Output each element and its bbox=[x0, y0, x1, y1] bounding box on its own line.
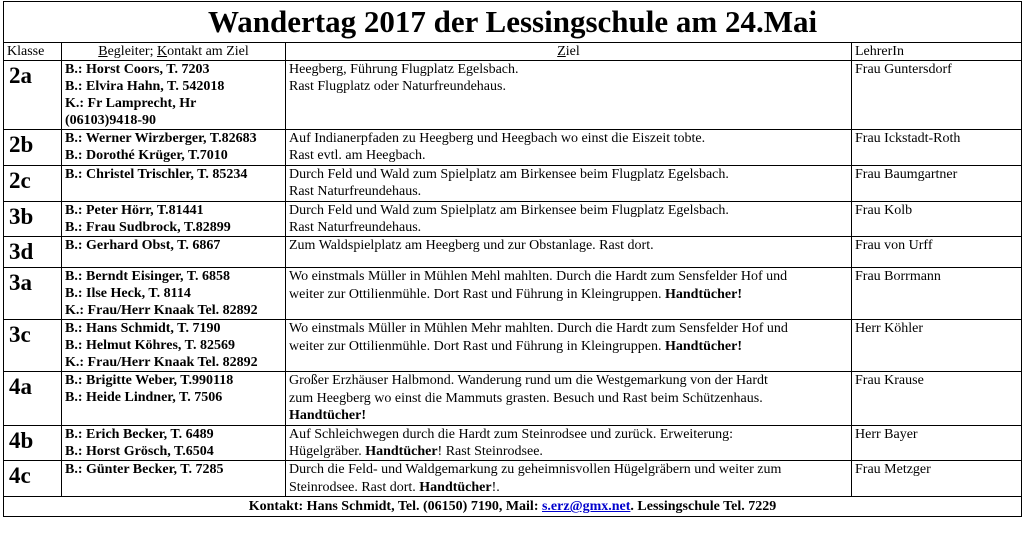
companion-line: K.: Frau/Herr Knaak Tel. 82892 bbox=[65, 303, 258, 319]
companion-cell bbox=[62, 237, 286, 268]
teacher-cell: Frau Ickstadt-Roth bbox=[852, 130, 1022, 166]
destination-line: Auf Schleichwegen durch die Hardt zum Steinrodsee und zurück. Erweiterung: bbox=[289, 426, 733, 442]
destination-line: Steinrodsee. Rast dort. Handtücher!. bbox=[289, 479, 500, 495]
towel-note: Handtücher! bbox=[665, 338, 742, 354]
companion-line: B.: Frau Sudbrock, T.82899 bbox=[65, 219, 231, 235]
table-row bbox=[4, 461, 1022, 497]
companion-cell bbox=[62, 201, 286, 237]
companion-line: B.: Brigitte Weber, T.990118 bbox=[65, 373, 234, 389]
companion-line: B.: Günter Becker, T. 7285 bbox=[65, 462, 224, 478]
companion-line: B.: Elvira Hahn, T. 542018 bbox=[65, 79, 225, 94]
table-row bbox=[4, 237, 1022, 268]
companion-line: B.: Dorothé Krüger, T.7010 bbox=[65, 148, 228, 163]
footer-prefix: Kontakt: Hans Schmidt, Tel. (06150) 7190, Mail: bbox=[248, 499, 542, 515]
companion-line: B.: Ilse Heck, T. 8114 bbox=[65, 286, 191, 302]
destination-line: zum Heegberg wo einst die Mammuts grasten. Besuch und Rast beim Schützenhaus. bbox=[289, 390, 763, 406]
destination-line: Auf Indianerpfaden zu Heegberg und Heegbach wo einst die Eiszeit tobte. bbox=[289, 131, 706, 146]
destination-cell bbox=[286, 425, 852, 461]
companion-line: B.: Helmut Köhres, T. 82569 bbox=[65, 338, 235, 354]
table-row bbox=[4, 201, 1022, 237]
companion-line: B.: Peter Hörr, T.81441 bbox=[65, 202, 204, 218]
header-ziel: Ziel bbox=[286, 43, 852, 61]
destination-line: Großer Erzhäuser Halbmond. Wanderung rund um die Westgemarkung von der Hardt bbox=[289, 373, 768, 389]
document-page bbox=[1, 1, 1023, 547]
towel-note: Handtücher bbox=[419, 479, 492, 495]
companion-cell bbox=[62, 461, 286, 497]
class-cell: 3d bbox=[4, 237, 62, 268]
table-row bbox=[4, 425, 1022, 461]
page-title: Wandertag 2017 der Lessingschule am 24.Mai bbox=[4, 2, 1022, 43]
table-row bbox=[4, 372, 1022, 425]
class-cell: 4a bbox=[4, 372, 62, 425]
class-cell: 3b bbox=[4, 201, 62, 237]
teacher-cell: Frau von Urff bbox=[852, 237, 1022, 268]
companion-line: B.: Werner Wirzberger, T.82683 bbox=[65, 131, 257, 146]
companion-line: B.: Berndt Eisinger, T. 6858 bbox=[65, 269, 231, 285]
class-cell: 4c bbox=[4, 461, 62, 497]
destination-cell bbox=[286, 320, 852, 372]
destination-line: Zum Waldspielplatz am Heegberg und zur Obstanlage. Rast dort. bbox=[289, 238, 654, 254]
companion-cell bbox=[62, 61, 286, 130]
companion-line: B.: Hans Schmidt, T. 7190 bbox=[65, 321, 221, 337]
destination-line: Heegberg, Führung Flugplatz Egelsbach. bbox=[289, 62, 519, 77]
companion-line: B.: Horst Coors, T. 7203 bbox=[65, 62, 210, 77]
destination-cell bbox=[286, 268, 852, 320]
class-cell: 3a bbox=[4, 268, 62, 320]
teacher-cell: Frau Kolb bbox=[852, 201, 1022, 237]
destination-line: weiter zur Ottilienmühle. Dort Rast und Führung in Kleingruppen. Handtücher! bbox=[289, 338, 742, 354]
companion-cell bbox=[62, 165, 286, 201]
destination-line: Hügelgräber. Handtücher! Rast Steinrodsee. bbox=[289, 444, 543, 460]
companion-line: B.: Heide Lindner, T. 7506 bbox=[65, 390, 223, 406]
table-row bbox=[4, 165, 1022, 201]
companion-cell bbox=[62, 372, 286, 425]
teacher-cell: Herr Köhler bbox=[852, 320, 1022, 372]
destination-line: Wo einstmals Müller in Mühlen Mehl mahlten. Durch die Hardt zum Sensfelder Hof und bbox=[289, 269, 788, 285]
destination-line: Wo einstmals Müller in Mühlen Mehr mahlten. Durch die Hardt zum Sensfelder Hof und bbox=[289, 321, 788, 337]
companion-cell bbox=[62, 320, 286, 372]
header-row bbox=[4, 43, 1022, 61]
companion-line: K.: Fr Lamprecht, Hr bbox=[65, 96, 197, 111]
companion-line: B.: Christel Trischler, T. 85234 bbox=[65, 166, 248, 182]
header-lehrer: LehrerIn bbox=[852, 43, 1022, 61]
teacher-cell: Herr Bayer bbox=[852, 425, 1022, 461]
destination-line: Rast Flugplatz oder Naturfreundehaus. bbox=[289, 79, 506, 95]
destination-cell bbox=[286, 130, 852, 166]
companion-line: B.: Horst Grösch, T.6504 bbox=[65, 443, 214, 459]
destination-cell bbox=[286, 201, 852, 237]
mail-link[interactable]: s.erz@gmx.net bbox=[541, 499, 631, 515]
destination-line: Rast Naturfreundehaus. bbox=[289, 220, 422, 236]
class-cell: 3c bbox=[4, 320, 62, 372]
destination-cell bbox=[286, 165, 852, 201]
teacher-cell: Frau Metzger bbox=[852, 461, 1022, 497]
footer-row bbox=[4, 497, 1022, 517]
destination-line: Durch die Feld- und Waldgemarkung zu geheimnisvollen Hügelgräbern und weiter zum bbox=[289, 462, 782, 478]
title-row bbox=[4, 2, 1022, 43]
header-klasse: Klasse bbox=[4, 43, 62, 61]
destination-cell bbox=[286, 237, 852, 268]
towel-note: Handtücher! bbox=[665, 286, 742, 302]
table-row bbox=[4, 61, 1022, 130]
destination-cell bbox=[286, 461, 852, 497]
towel-note: Handtücher! bbox=[289, 408, 366, 424]
destination-line: weiter zur Ottilienmühle. Dort Rast und Führung in Kleingruppen. Handtücher! bbox=[289, 286, 742, 302]
companion-cell bbox=[62, 268, 286, 320]
class-cell: 2b bbox=[4, 130, 62, 166]
destination-cell bbox=[286, 372, 852, 425]
destination-line: Rast evtl. am Heegbach. bbox=[289, 148, 426, 164]
destination-line: Durch Feld und Wald zum Spielplatz am Birkensee beim Flugplatz Egelsbach. bbox=[289, 166, 729, 182]
teacher-cell: Frau Krause bbox=[852, 372, 1022, 425]
class-cell: 4b bbox=[4, 425, 62, 461]
companion-line: K.: Frau/Herr Knaak Tel. 82892 bbox=[65, 355, 258, 371]
companion-line: B.: Gerhard Obst, T. 6867 bbox=[65, 238, 221, 254]
table-row bbox=[4, 320, 1022, 372]
companion-cell bbox=[62, 130, 286, 166]
schedule-table bbox=[3, 1, 1022, 517]
destination-cell bbox=[286, 61, 852, 130]
teacher-cell: Frau Guntersdorf bbox=[852, 61, 1022, 130]
destination-line: Rast Naturfreundehaus. bbox=[289, 184, 422, 200]
destination-line: Durch Feld und Wald zum Spielplatz am Birkensee beim Flugplatz Egelsbach. bbox=[289, 202, 729, 218]
table-row bbox=[4, 130, 1022, 166]
header-begleiter: Begleiter; Kontakt am Ziel bbox=[62, 43, 286, 61]
towel-note: Handtücher bbox=[365, 444, 438, 460]
teacher-cell: Frau Baumgartner bbox=[852, 165, 1022, 201]
class-cell: 2c bbox=[4, 165, 62, 201]
companion-line: B.: Erich Becker, T. 6489 bbox=[65, 426, 214, 442]
table-row bbox=[4, 268, 1022, 320]
teacher-cell: Frau Borrmann bbox=[852, 268, 1022, 320]
companion-line: (06103)9418-90 bbox=[65, 113, 156, 128]
contact-footer bbox=[4, 497, 1022, 517]
destination-line bbox=[289, 407, 848, 424]
companion-cell bbox=[62, 425, 286, 461]
class-cell: 2a bbox=[4, 61, 62, 130]
footer-suffix: . Lessingschule Tel. 7229 bbox=[630, 499, 777, 515]
